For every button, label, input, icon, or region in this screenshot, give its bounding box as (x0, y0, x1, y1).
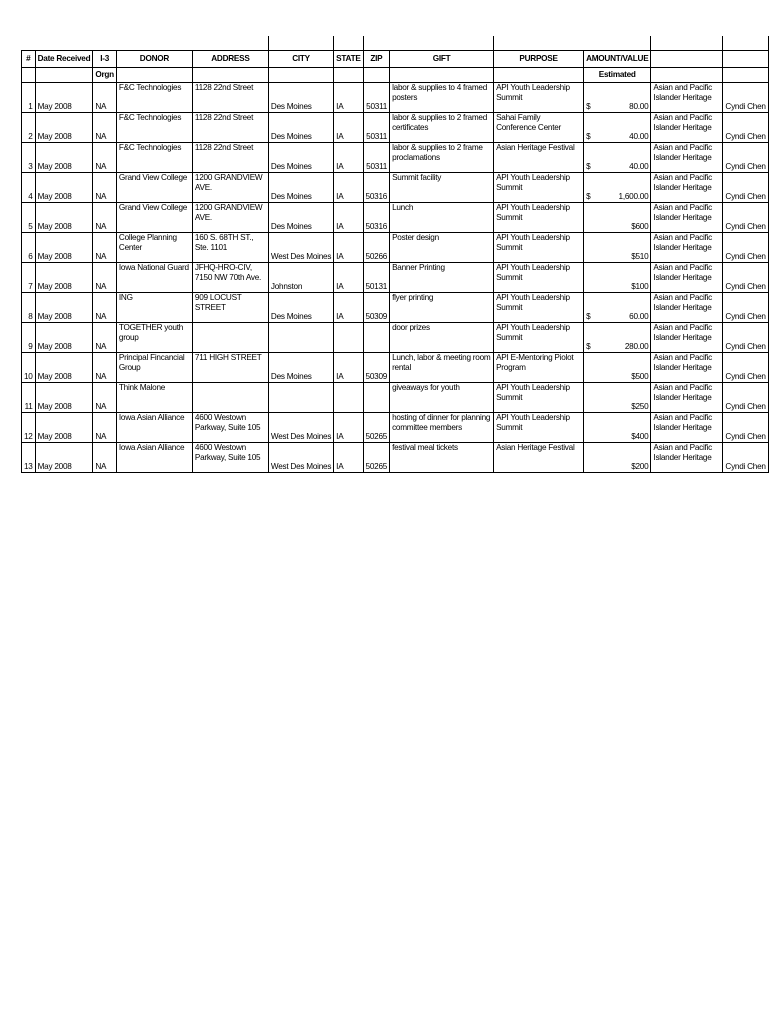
cell-date: May 2008 (35, 323, 93, 353)
header-row (22, 51, 769, 68)
cell-category: Asian and Pacific Islander Heritage (651, 353, 723, 383)
cell-zip (363, 383, 390, 413)
cell-date: May 2008 (35, 233, 93, 263)
amount-value: 280.00 (624, 342, 649, 351)
table-row (22, 263, 769, 293)
amount-currency: $ (586, 102, 591, 111)
cell-date: May 2008 (35, 143, 93, 173)
cell-purpose: API Youth Leadership Summit (494, 293, 584, 323)
cell-donor: ING (116, 293, 192, 323)
cell-donor: F&C Technologies (116, 113, 192, 143)
amount-value: $400 (631, 432, 649, 441)
cell-address: 160 S. 68TH ST., Ste. 1101 (192, 233, 268, 263)
cell-zip (363, 323, 390, 353)
cell-contact: Cyndi Chen (723, 143, 768, 173)
cell-state: IA (334, 293, 363, 323)
cell-gift: festival meal tickets (390, 443, 494, 473)
cell-donor: F&C Technologies (116, 143, 192, 173)
cell-num: 8 (22, 293, 36, 323)
cell-city: Johnston (268, 263, 333, 293)
cell-donor: Grand View College (116, 173, 192, 203)
cell-address: 1128 22nd Street (192, 143, 268, 173)
cell-state: IA (334, 263, 363, 293)
cell-num: 10 (22, 353, 36, 383)
cell-purpose: API Youth Leadership Summit (494, 383, 584, 413)
cell-purpose: API Youth Leadership Summit (494, 323, 584, 353)
cell-i3: NA (93, 83, 117, 113)
cell-donor: Think Malone (116, 383, 192, 413)
cell-state: IA (334, 353, 363, 383)
cell-contact: Cyndi Chen (723, 383, 768, 413)
cell-address: 711 HIGH STREET (192, 353, 268, 383)
cell-city: West Des Moines (268, 443, 333, 473)
cell-city (268, 383, 333, 413)
cell-purpose: API Youth Leadership Summit (494, 83, 584, 113)
cell-category: Asian and Pacific Islander Heritage (651, 233, 723, 263)
cell-zip: 50265 (363, 413, 390, 443)
cell-num: 5 (22, 203, 36, 233)
amount-value: $250 (631, 402, 649, 411)
cell-address: 4600 Westown Parkway, Suite 105 (192, 443, 268, 473)
amount-value: $510 (631, 252, 649, 261)
cell-contact: Cyndi Chen (723, 173, 768, 203)
cell-category: Asian and Pacific Islander Heritage (651, 443, 723, 473)
cell-date: May 2008 (35, 173, 93, 203)
cell-num: 2 (22, 113, 36, 143)
donation-sheet (21, 36, 769, 473)
cell-purpose: API Youth Leadership Summit (494, 263, 584, 293)
cell-date: May 2008 (35, 443, 93, 473)
cell-i3: NA (93, 203, 117, 233)
amount-currency: $ (586, 312, 591, 321)
cell-address: 1128 22nd Street (192, 113, 268, 143)
cell-donor: Iowa National Guard (116, 263, 192, 293)
cell-state: IA (334, 113, 363, 143)
cell-zip: 50309 (363, 293, 390, 323)
cell-amount (584, 353, 651, 383)
cell-purpose: API Youth Leadership Summit (494, 233, 584, 263)
cell-donor: College Planning Center (116, 233, 192, 263)
cell-zip: 50311 (363, 143, 390, 173)
cell-category: Asian and Pacific Islander Heritage (651, 263, 723, 293)
cell-num: 13 (22, 443, 36, 473)
cell-category: Asian and Pacific Islander Heritage (651, 113, 723, 143)
table-row (22, 113, 769, 143)
cell-donor: Grand View College (116, 203, 192, 233)
cell-gift: Banner Printing (390, 263, 494, 293)
amount-value: $600 (631, 222, 649, 231)
amount-currency: $ (586, 132, 591, 141)
cell-category: Asian and Pacific Islander Heritage (651, 203, 723, 233)
table-row (22, 413, 769, 443)
cell-purpose: API Youth Leadership Summit (494, 413, 584, 443)
cell-address: JFHQ-HRO-CIV, 7150 NW 70th Ave. (192, 263, 268, 293)
cell-zip: 50316 (363, 203, 390, 233)
header-state: STATE (334, 51, 363, 68)
cell-state: IA (334, 203, 363, 233)
cell-zip: 50266 (363, 233, 390, 263)
table-row (22, 173, 769, 203)
cell-num: 1 (22, 83, 36, 113)
cell-num: 12 (22, 413, 36, 443)
cell-gift: Lunch, labor & meeting room rental (390, 353, 494, 383)
header-amount: AMOUNT/VALUE (584, 51, 651, 68)
table-row (22, 203, 769, 233)
amount-value: 60.00 (629, 312, 649, 321)
amount-currency: $ (586, 162, 591, 171)
cell-address (192, 323, 268, 353)
header-date: Date Received (35, 51, 93, 68)
cell-gift: giveaways for youth (390, 383, 494, 413)
cell-state: IA (334, 173, 363, 203)
cell-purpose: API E-Mentoring Piolot Program (494, 353, 584, 383)
cell-address (192, 383, 268, 413)
cell-num: 7 (22, 263, 36, 293)
header-donor: DONOR (116, 51, 192, 68)
amount-value: 40.00 (629, 132, 649, 141)
cell-num: 3 (22, 143, 36, 173)
cell-state: IA (334, 443, 363, 473)
cell-zip: 50311 (363, 83, 390, 113)
cell-city: Des Moines (268, 143, 333, 173)
cell-city: West Des Moines (268, 413, 333, 443)
cell-city (268, 323, 333, 353)
cell-purpose: API Youth Leadership Summit (494, 203, 584, 233)
cell-gift: Poster design (390, 233, 494, 263)
cell-contact: Cyndi Chen (723, 203, 768, 233)
cell-purpose: Asian Heritage Festival (494, 443, 584, 473)
cell-gift: hosting of dinner for planning committee members (390, 413, 494, 443)
cell-city: Des Moines (268, 353, 333, 383)
cell-contact: Cyndi Chen (723, 263, 768, 293)
cell-donor: F&C Technologies (116, 83, 192, 113)
cell-state: IA (334, 233, 363, 263)
header-city: CITY (268, 51, 333, 68)
subheader-i3: Orgn (93, 68, 117, 83)
cell-category: Asian and Pacific Islander Heritage (651, 143, 723, 173)
cell-donor: Principal Fincancial Group (116, 353, 192, 383)
cell-category: Asian and Pacific Islander Heritage (651, 173, 723, 203)
cell-zip: 50131 (363, 263, 390, 293)
table-row (22, 143, 769, 173)
cell-i3: NA (93, 353, 117, 383)
cell-donor: Iowa Asian Alliance (116, 443, 192, 473)
cell-city: Des Moines (268, 293, 333, 323)
cell-i3: NA (93, 323, 117, 353)
table-row (22, 353, 769, 383)
amount-value: 1,600.00 (618, 192, 649, 201)
cell-amount (584, 413, 651, 443)
cell-num: 11 (22, 383, 36, 413)
cell-i3: NA (93, 143, 117, 173)
cell-amount (584, 383, 651, 413)
cell-amount (584, 203, 651, 233)
cell-date: May 2008 (35, 113, 93, 143)
cell-gift: labor & supplies to 2 frame proclamations (390, 143, 494, 173)
cell-amount (584, 293, 651, 323)
cell-donor: Iowa Asian Alliance (116, 413, 192, 443)
amount-currency: $ (586, 192, 591, 201)
cell-zip: 50316 (363, 173, 390, 203)
cell-zip: 50309 (363, 353, 390, 383)
cell-purpose: Sahai Family Conference Center (494, 113, 584, 143)
cell-contact: Cyndi Chen (723, 293, 768, 323)
amount-value: $500 (631, 372, 649, 381)
table-row (22, 383, 769, 413)
donations-table (21, 36, 769, 473)
cell-num: 6 (22, 233, 36, 263)
cell-category: Asian and Pacific Islander Heritage (651, 413, 723, 443)
cell-i3: NA (93, 233, 117, 263)
cell-state (334, 383, 363, 413)
header-zip: ZIP (363, 51, 390, 68)
cell-city: West Des Moines (268, 233, 333, 263)
cell-date: May 2008 (35, 293, 93, 323)
cell-amount (584, 173, 651, 203)
cell-i3: NA (93, 293, 117, 323)
subheader-amount: Estimated (584, 68, 651, 83)
cell-category: Asian and Pacific Islander Heritage (651, 383, 723, 413)
cell-city: Des Moines (268, 203, 333, 233)
header-category (651, 51, 723, 68)
amount-currency: $ (586, 342, 591, 351)
table-row (22, 233, 769, 263)
cell-num: 9 (22, 323, 36, 353)
header-gift: GIFT (390, 51, 494, 68)
top-gridline-row (22, 36, 769, 51)
header-i3: I-3 (93, 51, 117, 68)
cell-date: May 2008 (35, 263, 93, 293)
cell-gift: flyer printing (390, 293, 494, 323)
cell-purpose: API Youth Leadership Summit (494, 173, 584, 203)
cell-gift: door prizes (390, 323, 494, 353)
cell-address: 909 LOCUST STREET (192, 293, 268, 323)
table-body (22, 36, 769, 473)
cell-amount (584, 233, 651, 263)
cell-i3: NA (93, 383, 117, 413)
cell-gift: Lunch (390, 203, 494, 233)
table-row (22, 323, 769, 353)
cell-i3: NA (93, 263, 117, 293)
cell-gift: labor & supplies to 4 framed posters (390, 83, 494, 113)
cell-address: 4600 Westown Parkway, Suite 105 (192, 413, 268, 443)
cell-state: IA (334, 413, 363, 443)
cell-i3: NA (93, 113, 117, 143)
subheader-row (22, 68, 769, 83)
cell-amount (584, 83, 651, 113)
cell-contact: Cyndi Chen (723, 233, 768, 263)
cell-amount (584, 323, 651, 353)
cell-zip: 50311 (363, 113, 390, 143)
cell-donor: TOGETHER youth group (116, 323, 192, 353)
cell-category: Asian and Pacific Islander Heritage (651, 323, 723, 353)
cell-state (334, 323, 363, 353)
header-num: # (22, 51, 36, 68)
cell-gift: labor & supplies to 2 framed certificates (390, 113, 494, 143)
cell-date: May 2008 (35, 413, 93, 443)
cell-date: May 2008 (35, 203, 93, 233)
header-contact (723, 51, 768, 68)
cell-contact: Cyndi Chen (723, 83, 768, 113)
cell-i3: NA (93, 413, 117, 443)
cell-contact: Cyndi Chen (723, 353, 768, 383)
cell-purpose: Asian Heritage Festival (494, 143, 584, 173)
header-purpose: PURPOSE (494, 51, 584, 68)
cell-amount (584, 263, 651, 293)
cell-category: Asian and Pacific Islander Heritage (651, 293, 723, 323)
cell-contact: Cyndi Chen (723, 413, 768, 443)
cell-num: 4 (22, 173, 36, 203)
cell-contact: Cyndi Chen (723, 323, 768, 353)
table-row (22, 83, 769, 113)
cell-amount (584, 443, 651, 473)
table-row (22, 443, 769, 473)
cell-category: Asian and Pacific Islander Heritage (651, 83, 723, 113)
amount-value: 40.00 (629, 162, 649, 171)
cell-city: Des Moines (268, 113, 333, 143)
cell-city: Des Moines (268, 83, 333, 113)
header-address: ADDRESS (192, 51, 268, 68)
cell-date: May 2008 (35, 83, 93, 113)
cell-amount (584, 113, 651, 143)
amount-value: 80.00 (629, 102, 649, 111)
cell-address: 1128 22nd Street (192, 83, 268, 113)
cell-amount (584, 143, 651, 173)
cell-address: 1200 GRANDVIEW AVE. (192, 203, 268, 233)
cell-contact: Cyndi Chen (723, 113, 768, 143)
cell-state: IA (334, 143, 363, 173)
cell-gift: Summit facility (390, 173, 494, 203)
cell-date: May 2008 (35, 353, 93, 383)
cell-date: May 2008 (35, 383, 93, 413)
cell-i3: NA (93, 443, 117, 473)
amount-value: $100 (631, 282, 649, 291)
cell-city: Des Moines (268, 173, 333, 203)
cell-zip: 50265 (363, 443, 390, 473)
cell-contact: Cyndi Chen (723, 443, 768, 473)
cell-i3: NA (93, 173, 117, 203)
cell-state: IA (334, 83, 363, 113)
cell-address: 1200 GRANDVIEW AVE. (192, 173, 268, 203)
amount-value: $200 (631, 462, 649, 471)
table-row (22, 293, 769, 323)
